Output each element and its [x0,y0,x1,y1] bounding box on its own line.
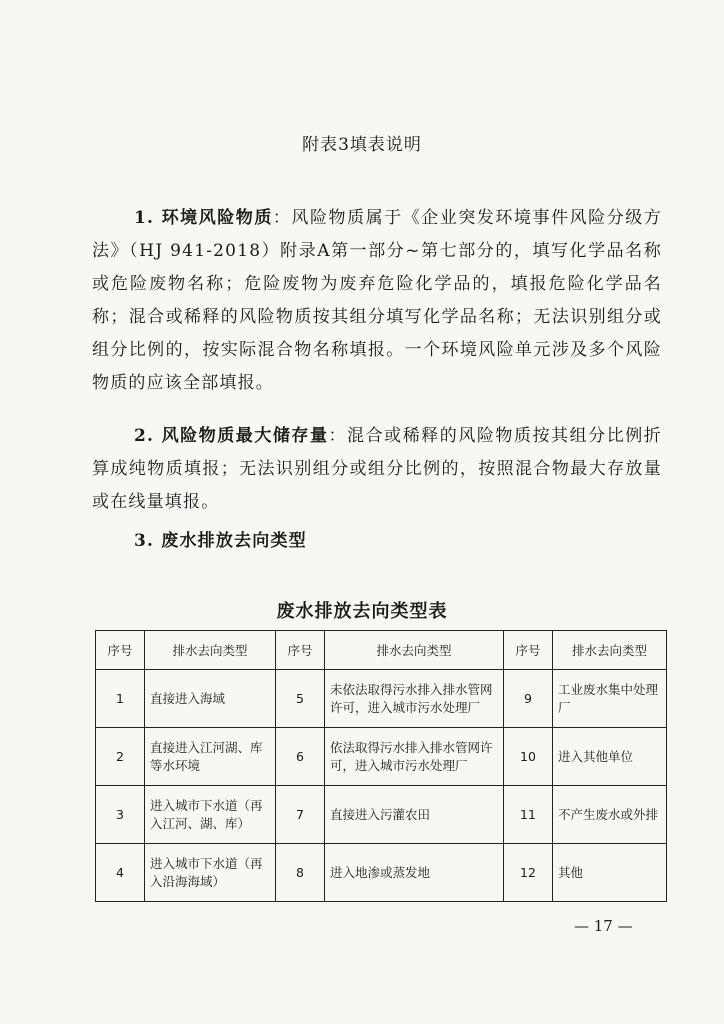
table-cell-number: 10 [504,728,553,786]
wastewater-destination-table [95,630,667,902]
table-cell-type: 未依法取得污水排入排水管网许可，进入城市污水处理厂 [325,670,504,728]
header-cell: 序号 [96,631,145,670]
table-row [96,670,667,728]
section-2-text: ：混合或稀释的风险物质按其组分比例折算成纯物质填报；无法识别组分或组分比例的，按照混合物最大存放量或在线量填报。 [92,426,662,512]
table-cell-type: 直接进入江河湖、库等水环境 [145,728,276,786]
table-cell-number: 4 [96,844,145,902]
header-cell: 排水去向类型 [553,631,667,670]
header-cell: 序号 [504,631,553,670]
table-cell-number: 2 [96,728,145,786]
table-cell-number: 12 [504,844,553,902]
header-cell: 排水去向类型 [325,631,504,670]
table-cell-number: 1 [96,670,145,728]
table-cell-number: 9 [504,670,553,728]
table-cell-type: 进入地渗或蒸发地 [325,844,504,902]
table-row [96,728,667,786]
section-2-paragraph [92,420,662,519]
table-cell-number: 3 [96,786,145,844]
table-cell-number: 7 [276,786,325,844]
table-cell-type: 依法取得污水排入排水管网许可，进入城市污水处理厂 [325,728,504,786]
page-number: — 17 — [574,917,633,935]
table-cell-type: 不产生废水或外排 [553,786,667,844]
section-1-text: ：风险物质属于《企业突发环境事件风险分级方法》（HJ 941-2018）附录A第一部分~第七部分的，填写化学品名称或危险废物名称；危险废物为废弃危险化学品的，填报危险化学品名称；混合或稀释的风险物质按其组分填写化学品名称；无法识别组分或组分比例的，按实际混合物名称填报。一个环境风险单元涉及多个风险物质的应该全部填报。 [92,208,662,393]
table-header-row [96,631,667,670]
table-cell-number: 8 [276,844,325,902]
table-cell-type: 进入城市下水道（再入江河、湖、库） [145,786,276,844]
table-cell-number: 6 [276,728,325,786]
section-2-label: 2. 风险物质最大储存量 [134,426,329,446]
table-cell-type: 直接进入海域 [145,670,276,728]
table-title: 废水排放去向类型表 [276,601,448,622]
header-cell: 序号 [276,631,325,670]
table-cell-type: 工业废水集中处理厂 [553,670,667,728]
header-cell: 排水去向类型 [145,631,276,670]
table-cell-type: 直接进入污灌农田 [325,786,504,844]
table-cell-type: 进入城市下水道（再入沿海海域） [145,844,276,902]
table-cell-number: 11 [504,786,553,844]
section-3-heading: 3. 废水排放去向类型 [134,531,307,551]
section-1-paragraph [92,202,662,400]
table-cell-type: 进入其他单位 [553,728,667,786]
section-1-label: 1. 环境风险物质 [134,208,273,228]
table-row [96,844,667,902]
table-cell-type: 其他 [553,844,667,902]
page-heading: 附表3填表说明 [302,135,422,155]
table-cell-number: 5 [276,670,325,728]
table-row [96,786,667,844]
